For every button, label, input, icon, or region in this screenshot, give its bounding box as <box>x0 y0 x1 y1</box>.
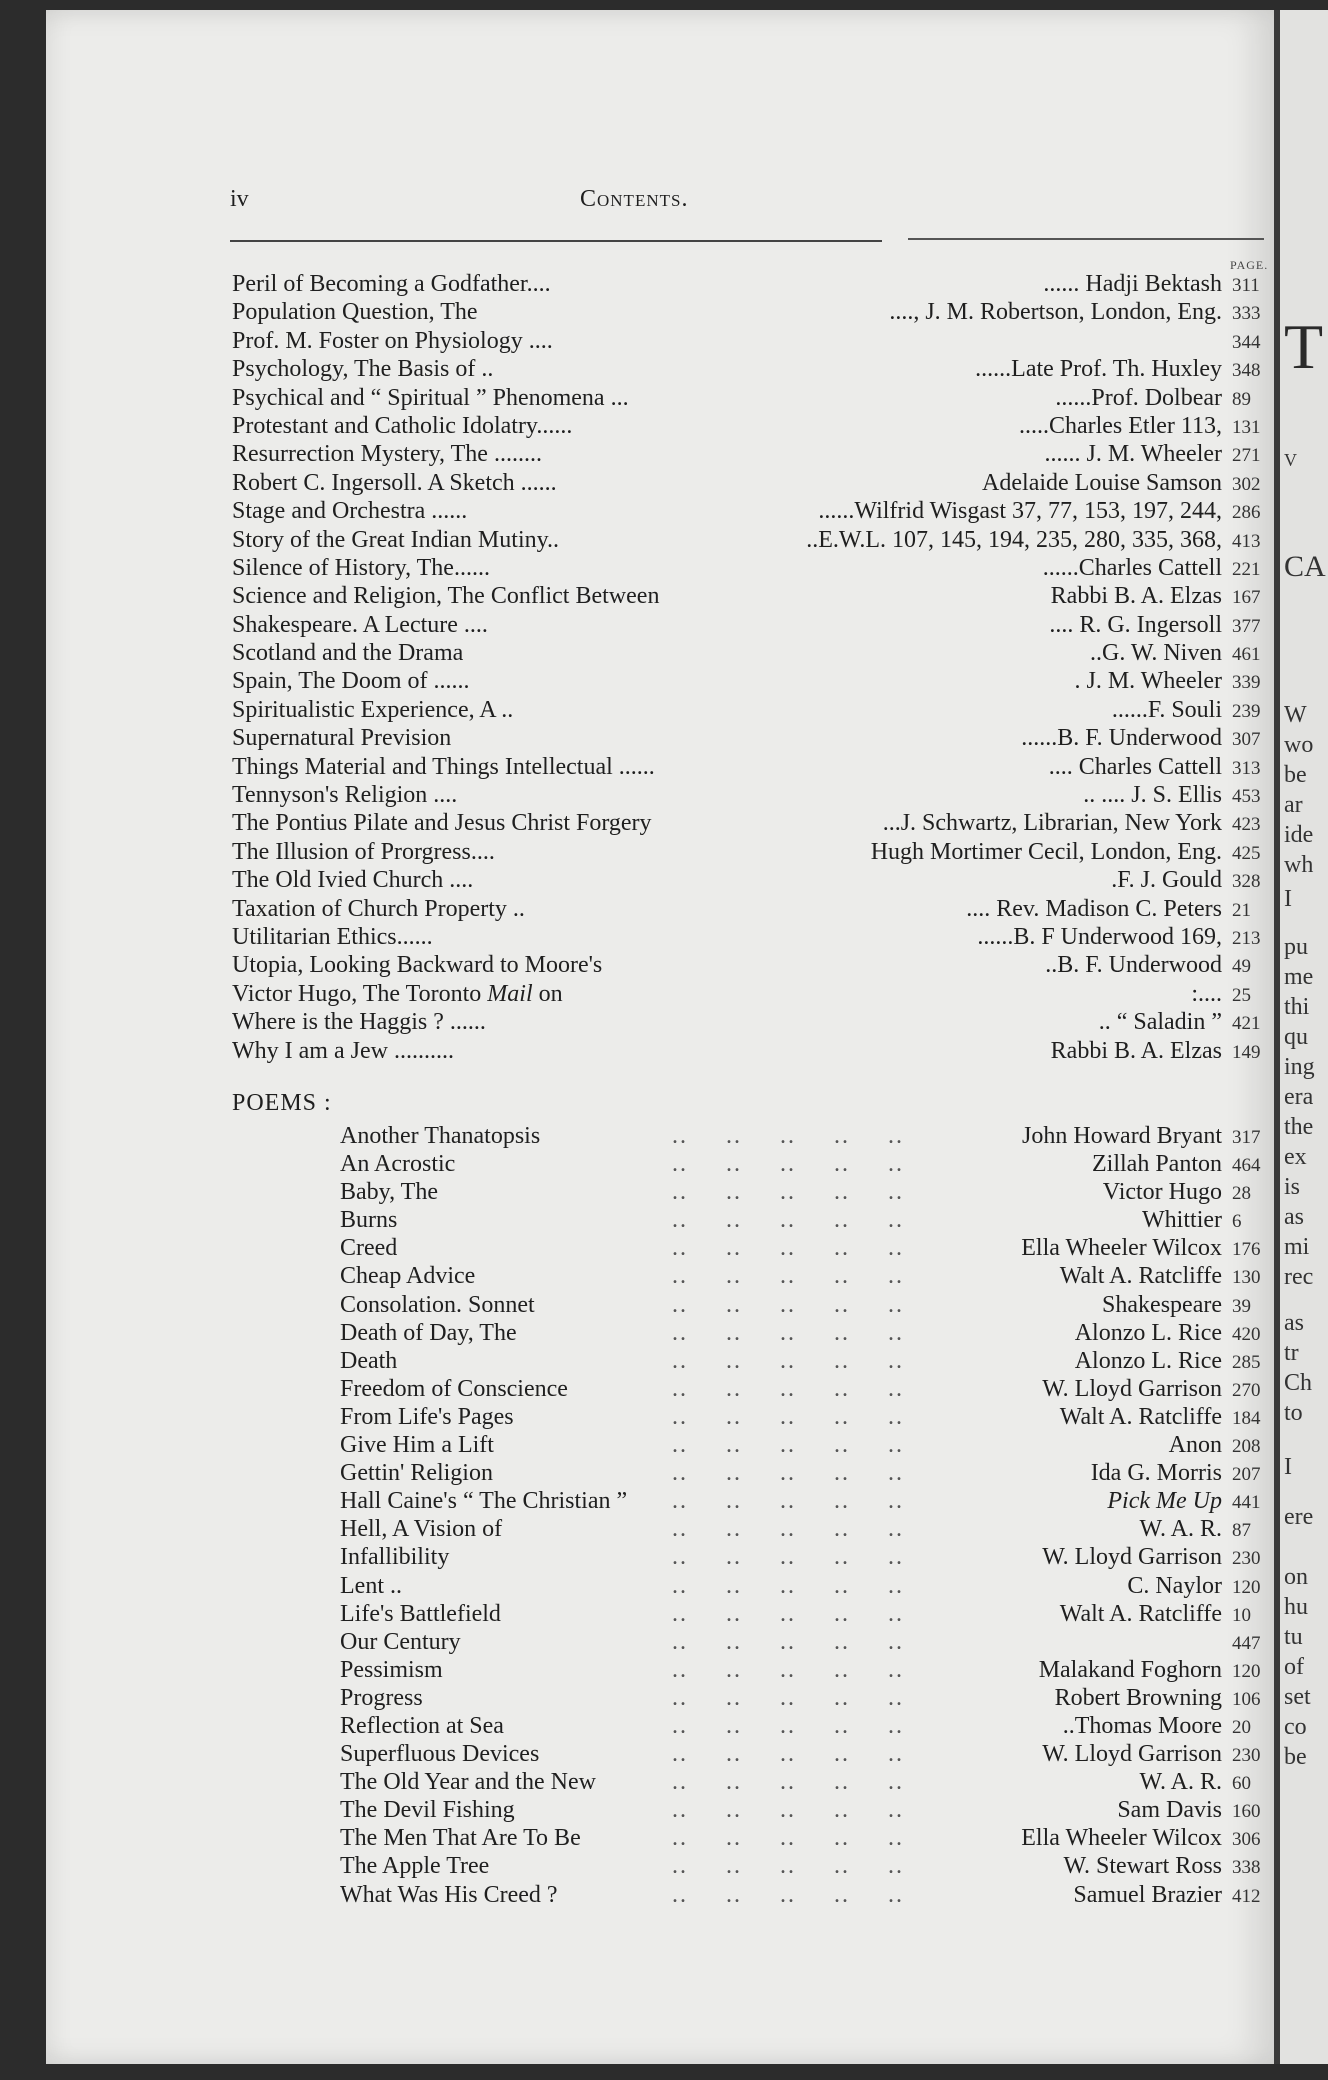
poem-title: The Old Year and the New <box>340 1769 596 1796</box>
poem-page-number: 28 <box>1232 1183 1251 1205</box>
contents-entry <box>232 781 1274 809</box>
entry-author: ..E.W.L. 107, 145, 194, 235, 280, 335, 368, <box>806 526 1222 553</box>
facing-page-text-fragment: I <box>1284 1454 1292 1480</box>
entry-page-number: 413 <box>1232 530 1261 552</box>
poem-page-number: 230 <box>1232 1745 1261 1767</box>
entry-page-number: 286 <box>1232 502 1261 524</box>
poem-page-number: 20 <box>1232 1716 1251 1738</box>
facing-page-text-fragment: Ch <box>1284 1370 1313 1396</box>
leader-dots: .. .. .. .. .. <box>672 1319 904 1346</box>
contents-entry <box>232 611 1274 639</box>
entry-page-number: 348 <box>1232 360 1261 382</box>
entry-page-number: 221 <box>1232 558 1261 580</box>
leader-dots: .. .. .. .. .. <box>672 1235 904 1262</box>
facing-page-text-fragment: wo <box>1284 732 1314 758</box>
facing-page-text-fragment: me <box>1284 964 1314 990</box>
leader-dots: .. .. .. .. .. <box>672 1741 904 1768</box>
facing-page-text-fragment: ar <box>1284 792 1303 818</box>
poem-title: Life's Battlefield <box>340 1600 501 1627</box>
contents-entry <box>232 667 1274 695</box>
poem-author: W. Lloyd Garrison <box>1042 1544 1222 1571</box>
contents-entry <box>232 639 1274 667</box>
poem-title: Burns <box>340 1207 398 1234</box>
poem-title: Hall Caine's “ The Christian ” <box>340 1488 628 1515</box>
entry-author: ......Wilfrid Wisgast 37, 77, 153, 197, 244, <box>818 498 1222 525</box>
contents-entry <box>232 1037 1274 1065</box>
contents-entry <box>232 866 1274 894</box>
contents-entry <box>232 497 1274 525</box>
facing-page-text-fragment: ex <box>1284 1144 1307 1170</box>
contents-entry <box>232 582 1274 610</box>
entry-author: . J. M. Wheeler <box>1074 668 1222 695</box>
entry-title: Utopia, Looking Backward to Moore's <box>232 952 603 979</box>
leader-dots: .. .. .. .. .. <box>672 1712 904 1739</box>
poem-entry <box>232 1487 1274 1515</box>
poem-author: Alonzo L. Rice <box>1074 1347 1222 1374</box>
facing-page-text-fragment: be <box>1284 1744 1307 1770</box>
entry-page-number: 461 <box>1232 644 1261 666</box>
poem-entry <box>232 1178 1274 1206</box>
facing-page-text-fragment: set <box>1284 1684 1311 1710</box>
poem-entry <box>232 1206 1274 1234</box>
entry-author: Rabbi B. A. Elzas <box>1050 1037 1222 1064</box>
contents-entry <box>232 327 1274 355</box>
poem-page-number: 412 <box>1232 1885 1261 1907</box>
entry-author: ......Late Prof. Th. Huxley <box>975 356 1222 383</box>
poem-entry <box>232 1543 1274 1571</box>
poem-entry <box>232 1122 1274 1150</box>
poem-page-number: 87 <box>1232 1520 1251 1542</box>
facing-page-text-fragment: ing <box>1284 1054 1315 1080</box>
poem-entry <box>232 1712 1274 1740</box>
poem-title: Superfluous Devices <box>340 1741 540 1768</box>
entry-author: ...... J. M. Wheeler <box>1044 441 1222 468</box>
facing-page-text-fragment: to <box>1284 1400 1303 1426</box>
poem-author: ..Thomas Moore <box>1062 1712 1222 1739</box>
poem-page-number: 317 <box>1232 1127 1261 1148</box>
entry-title: The Old Ivied Church .... <box>232 867 474 894</box>
entry-title: Why I am a Jew .......... <box>232 1037 454 1064</box>
poem-entry <box>232 1600 1274 1628</box>
poem-author: W. Stewart Ross <box>1063 1853 1222 1880</box>
poem-title: Gettin' Religion <box>340 1460 493 1487</box>
contents-entry <box>232 951 1274 979</box>
poem-title: Creed <box>340 1235 398 1262</box>
entry-page-number: 89 <box>1232 388 1251 410</box>
contents-entry <box>232 355 1274 383</box>
leader-dots: .. .. .. .. .. <box>672 1797 904 1824</box>
entry-author: ......B. F Underwood 169, <box>977 923 1222 950</box>
poem-author: C. Naylor <box>1127 1572 1222 1599</box>
page-number: iv <box>230 186 249 212</box>
poem-author: Shakespeare <box>1102 1291 1222 1318</box>
poem-page-number: 184 <box>1232 1407 1261 1429</box>
poem-entry <box>232 1852 1274 1880</box>
entry-title: Spain, The Doom of ...... <box>232 668 470 695</box>
poem-title: Freedom of Conscience <box>340 1375 568 1402</box>
poem-page-number: 6 <box>1232 1211 1242 1233</box>
facing-page-text-fragment: on <box>1284 1564 1308 1590</box>
poem-entry <box>232 1150 1274 1178</box>
poem-page-number: 120 <box>1232 1660 1261 1682</box>
entry-title: Peril of Becoming a Godfather.... <box>232 271 551 297</box>
facing-page-text-fragment: mi <box>1284 1234 1310 1260</box>
entry-author: ..B. F. Underwood <box>1045 952 1222 979</box>
poem-title: From Life's Pages <box>340 1403 514 1430</box>
leader-dots: .. .. .. .. .. <box>672 1600 904 1627</box>
leader-dots: .. .. .. .. .. <box>672 1628 904 1655</box>
contents-entry <box>232 1008 1274 1036</box>
entry-page-number: 423 <box>1232 814 1261 836</box>
facing-page-text-fragment: T <box>1284 311 1324 382</box>
entry-title: Supernatural Prevision <box>232 725 452 752</box>
contents-entry <box>232 980 1274 1008</box>
poem-author: Samuel Brazier <box>1073 1881 1222 1908</box>
poem-page-number: 208 <box>1232 1436 1261 1458</box>
poem-page-number: 441 <box>1232 1492 1261 1514</box>
poem-author: Victor Hugo <box>1102 1179 1222 1206</box>
poem-title: Consolation. Sonnet <box>340 1291 535 1318</box>
contents-entry <box>232 526 1274 554</box>
poem-author: Robert Browning <box>1054 1684 1222 1711</box>
poem-page-number: 207 <box>1232 1464 1261 1486</box>
entry-author: ...., J. M. Robertson, London, Eng. <box>889 299 1222 326</box>
poem-page-number: 10 <box>1232 1604 1251 1626</box>
poem-author: W. Lloyd Garrison <box>1042 1741 1222 1768</box>
leader-dots: .. .. .. .. .. <box>672 1263 904 1290</box>
facing-page-text-fragment: thi <box>1284 994 1310 1020</box>
entry-page-number: 302 <box>1232 473 1261 495</box>
poem-title: The Men That Are To Be <box>340 1825 581 1852</box>
entry-title: Where is the Haggis ? ...... <box>232 1009 486 1036</box>
poem-entry <box>232 1740 1274 1768</box>
entry-author: .. “ Saladin ” <box>1098 1009 1222 1036</box>
poem-page-number: 60 <box>1232 1773 1251 1795</box>
poem-page-number: 120 <box>1232 1576 1261 1598</box>
contents-entry <box>232 809 1274 837</box>
poem-entry <box>232 1459 1274 1487</box>
entry-title: Stage and Orchestra ...... <box>232 498 468 525</box>
contents-entry <box>232 384 1274 412</box>
poem-author: W. A. R. <box>1139 1769 1222 1796</box>
entry-author: .....Charles Etler 113, <box>1018 412 1222 439</box>
facing-page-text-fragment: co <box>1284 1714 1307 1740</box>
contents-entry <box>232 753 1274 781</box>
poem-entry <box>232 1628 1274 1656</box>
poem-title: Pessimism <box>340 1656 443 1683</box>
poem-entry <box>232 1234 1274 1262</box>
entry-page-number: 239 <box>1232 700 1261 722</box>
facing-page-text-fragment: ere <box>1284 1504 1314 1530</box>
poem-title: Give Him a Lift <box>340 1432 494 1459</box>
entry-page-number: 307 <box>1232 729 1261 751</box>
entry-author: Rabbi B. A. Elzas <box>1050 583 1222 610</box>
entry-author: .... Charles Cattell <box>1048 753 1222 780</box>
poem-title: Death <box>340 1347 398 1374</box>
poem-entry <box>232 1572 1274 1600</box>
leader-dots: .. .. .. .. .. <box>672 1825 904 1852</box>
facing-page-text-fragment: is <box>1284 1174 1301 1200</box>
contents-entry <box>232 412 1274 440</box>
entry-title: Prof. M. Foster on Physiology .... <box>232 327 553 354</box>
leader-dots: .. .. .. .. .. <box>672 1347 904 1374</box>
entry-page-number: 421 <box>1232 1013 1261 1035</box>
entry-page-number: 453 <box>1232 786 1261 808</box>
entry-author: ......Charles Cattell <box>1042 554 1222 581</box>
facing-page-text-fragment: be <box>1284 762 1307 788</box>
poem-title: Death of Day, The <box>340 1319 517 1346</box>
entry-title: Victor Hugo, The Toronto Mail on <box>232 980 563 1007</box>
poem-page-number: 270 <box>1232 1379 1261 1401</box>
leader-dots: .. .. .. .. .. <box>672 1432 904 1459</box>
facing-page-text-fragment: the <box>1284 1114 1314 1140</box>
entry-page-number: 313 <box>1232 757 1261 779</box>
header-rule <box>230 240 882 242</box>
contents-entry <box>232 838 1274 866</box>
running-title: Contents. <box>580 186 689 212</box>
poem-entry <box>232 1796 1274 1824</box>
contents-entry <box>232 696 1274 724</box>
facing-page-text-fragment: of <box>1284 1654 1304 1680</box>
entry-title: Taxation of Church Property .. <box>232 895 525 922</box>
entry-page-number: 213 <box>1232 927 1261 949</box>
entry-page-number: 131 <box>1232 416 1261 438</box>
poem-entry <box>232 1291 1274 1319</box>
poem-page-number: 420 <box>1232 1323 1261 1345</box>
poem-page-number: 230 <box>1232 1548 1261 1570</box>
poem-author: Ella Wheeler Wilcox <box>1021 1825 1222 1852</box>
poem-title: What Was His Creed ? <box>340 1881 558 1908</box>
leader-dots: .. .. .. .. .. <box>672 1769 904 1796</box>
poem-entry <box>232 1515 1274 1543</box>
facing-page-text-fragment: era <box>1284 1084 1314 1110</box>
entry-title: Psychical and “ Spiritual ” Phenomena ... <box>232 384 629 411</box>
entry-author: ......Prof. Dolbear <box>1055 384 1222 411</box>
poem-author: Whittier <box>1142 1207 1222 1234</box>
entry-title: Protestant and Catholic Idolatry...... <box>232 412 573 439</box>
leader-dots: .. .. .. .. .. <box>672 1291 904 1318</box>
poem-author: Ida G. Morris <box>1090 1460 1222 1487</box>
poem-author: W. A. R. <box>1139 1516 1222 1543</box>
leader-dots: .. .. .. .. .. <box>672 1375 904 1402</box>
poem-entry <box>232 1347 1274 1375</box>
entry-author: .... R. G. Ingersoll <box>1049 611 1222 638</box>
entry-title: Tennyson's Religion .... <box>232 782 458 809</box>
entry-page-number: 425 <box>1232 842 1261 864</box>
poem-page-number: 176 <box>1232 1239 1261 1261</box>
leader-dots: .. .. .. .. .. <box>672 1544 904 1571</box>
poem-author: Alonzo L. Rice <box>1074 1319 1222 1346</box>
poem-title: Another Thanatopsis <box>340 1123 541 1149</box>
poem-page-number: 106 <box>1232 1688 1261 1710</box>
poem-entry <box>232 1403 1274 1431</box>
poem-entry <box>232 1768 1274 1796</box>
entry-title: Resurrection Mystery, The ........ <box>232 441 542 468</box>
entry-page-number: 328 <box>1232 871 1261 893</box>
leader-dots: .. .. .. .. .. <box>672 1656 904 1683</box>
poem-entry <box>232 1824 1274 1852</box>
entry-author: Adelaide Louise Samson <box>982 469 1222 496</box>
poem-title: An Acrostic <box>340 1151 456 1178</box>
poem-entry <box>232 1375 1274 1403</box>
entry-title: Story of the Great Indian Mutiny.. <box>232 526 560 553</box>
entry-author: .. .... J. S. Ellis <box>1083 782 1222 809</box>
poem-entry <box>232 1262 1274 1290</box>
entry-author: .F. J. Gould <box>1111 867 1222 894</box>
entry-page-number: 344 <box>1232 331 1261 353</box>
leader-dots: .. .. .. .. .. <box>672 1460 904 1487</box>
entry-author: :.... <box>1191 980 1222 1007</box>
contents-entry <box>232 469 1274 497</box>
contents-entry <box>232 895 1274 923</box>
entry-title: Spiritualistic Experience, A .. <box>232 696 514 723</box>
entry-title: Things Material and Things Intellectual ...... <box>232 753 655 780</box>
leader-dots: .. .. .. .. .. <box>672 1516 904 1543</box>
entry-author: ...J. Schwartz, Librarian, New York <box>882 810 1222 837</box>
leader-dots: .. .. .. .. .. <box>672 1684 904 1711</box>
facing-page-text-fragment: rec <box>1284 1264 1314 1290</box>
entry-title: Shakespeare. A Lecture .... <box>232 611 488 638</box>
poem-page-number: 39 <box>1232 1295 1251 1317</box>
poems-heading: POEMS : <box>232 1090 332 1116</box>
entry-page-number: 49 <box>1232 956 1251 978</box>
poem-author: Walt A. Ratcliffe <box>1059 1600 1222 1627</box>
poem-author: Ella Wheeler Wilcox <box>1021 1235 1222 1262</box>
poem-title: The Apple Tree <box>340 1853 490 1880</box>
contents-entry <box>232 270 1274 298</box>
entry-title: The Pontius Pilate and Jesus Christ Forgery <box>232 810 652 837</box>
facing-page-text-fragment: I <box>1284 886 1292 912</box>
poem-author: Sam Davis <box>1117 1797 1222 1824</box>
facing-page-text-fragment: qu <box>1284 1024 1308 1050</box>
entry-title: Utilitarian Ethics...... <box>232 923 433 950</box>
leader-dots: .. .. .. .. .. <box>672 1123 904 1149</box>
poem-entry <box>232 1881 1274 1909</box>
entry-page-number: 311 <box>1232 275 1260 296</box>
poem-author: Pick Me Up <box>1107 1488 1222 1515</box>
poem-page-number: 447 <box>1232 1632 1261 1654</box>
contents-list <box>232 270 1274 1065</box>
contents-entry <box>232 298 1274 326</box>
entry-author: Hugh Mortimer Cecil, London, Eng. <box>870 838 1222 865</box>
facing-page-text-fragment: W <box>1284 702 1307 728</box>
entry-page-number: 167 <box>1232 587 1261 609</box>
contents-entry <box>232 440 1274 468</box>
entry-author: ..G. W. Niven <box>1090 640 1222 667</box>
entry-title: Scotland and the Drama <box>232 640 464 667</box>
facing-page-text-fragment: wh <box>1284 852 1314 878</box>
entry-author: ......F. Souli <box>1111 696 1222 723</box>
entry-title: Robert C. Ingersoll. A Sketch ...... <box>232 469 557 496</box>
poem-author: Malakand Foghorn <box>1038 1656 1222 1683</box>
entry-title: Science and Religion, The Conflict Between <box>232 583 660 610</box>
leader-dots: .. .. .. .. .. <box>672 1403 904 1430</box>
poem-author: Anon <box>1168 1432 1222 1459</box>
leader-dots: .. .. .. .. .. <box>672 1207 904 1234</box>
facing-page-text-fragment: V <box>1284 450 1299 470</box>
leader-dots: .. .. .. .. .. <box>672 1488 904 1515</box>
poem-page-number: 464 <box>1232 1155 1261 1177</box>
poem-entry <box>232 1684 1274 1712</box>
entry-author: .... Rev. Madison C. Peters <box>966 895 1222 922</box>
facing-page-text-fragment: pu <box>1284 934 1308 960</box>
leader-dots: .. .. .. .. .. <box>672 1572 904 1599</box>
entry-title: Psychology, The Basis of .. <box>232 356 494 383</box>
poem-page-number: 130 <box>1232 1267 1261 1289</box>
poem-title: Lent .. <box>340 1572 402 1599</box>
poem-author: Walt A. Ratcliffe <box>1059 1403 1222 1430</box>
poem-author: Zillah Panton <box>1092 1151 1222 1178</box>
header-rule-right <box>908 238 1264 240</box>
entry-page-number: 21 <box>1232 899 1251 921</box>
poem-title: The Devil Fishing <box>340 1797 515 1824</box>
poem-title: Infallibility <box>340 1544 450 1571</box>
poem-author: W. Lloyd Garrison <box>1042 1375 1222 1402</box>
entry-title: Silence of History, The...... <box>232 554 490 581</box>
entry-page-number: 271 <box>1232 445 1261 467</box>
entry-page-number: 377 <box>1232 615 1261 637</box>
poem-entry <box>232 1656 1274 1684</box>
entry-page-number: 149 <box>1232 1041 1261 1063</box>
poem-page-number: 306 <box>1232 1829 1261 1851</box>
entry-page-number: 339 <box>1232 672 1261 694</box>
leader-dots: .. .. .. .. .. <box>672 1881 904 1908</box>
facing-page-text-fragment: tr <box>1284 1340 1299 1366</box>
leader-dots: .. .. .. .. .. <box>672 1853 904 1880</box>
poem-entry <box>232 1431 1274 1459</box>
contents-entry <box>232 923 1274 951</box>
poem-page-number: 338 <box>1232 1857 1261 1879</box>
poem-entry <box>232 1319 1274 1347</box>
leader-dots: .. .. .. .. .. <box>672 1179 904 1206</box>
entry-author: ...... Hadji Bektash <box>1043 271 1222 297</box>
poem-page-number: 285 <box>1232 1351 1261 1373</box>
poem-title: Hell, A Vision of <box>340 1516 503 1543</box>
poem-title: Our Century <box>340 1628 461 1655</box>
facing-page-text-fragment: ide <box>1284 822 1314 848</box>
leader-dots: .. .. .. .. .. <box>672 1151 904 1178</box>
poem-page-number: 160 <box>1232 1801 1261 1823</box>
entry-title: The Illusion of Prorgress.... <box>232 838 495 865</box>
poem-title: Cheap Advice <box>340 1263 476 1290</box>
poem-title: Reflection at Sea <box>340 1712 504 1739</box>
poems-list <box>232 1122 1274 1909</box>
contents-entry <box>232 554 1274 582</box>
contents-entry <box>232 724 1274 752</box>
poem-title: Progress <box>340 1684 423 1711</box>
facing-page-text-fragment: tu <box>1284 1624 1303 1650</box>
entry-page-number: 25 <box>1232 984 1251 1006</box>
entry-title: Population Question, The <box>232 299 478 326</box>
facing-page-edge <box>1274 10 1328 2064</box>
entry-author: ......B. F. Underwood <box>1021 725 1222 752</box>
page-column-label: PAGE. <box>1230 258 1269 272</box>
facing-page-text-fragment: as <box>1284 1204 1304 1230</box>
page-header <box>230 186 1274 220</box>
facing-page-text-fragment: CA <box>1284 550 1326 583</box>
facing-page-text-fragment: as <box>1284 1310 1304 1336</box>
entry-page-number: 333 <box>1232 303 1261 325</box>
poem-author: Walt A. Ratcliffe <box>1059 1263 1222 1290</box>
poem-author: John Howard Bryant <box>1022 1123 1222 1149</box>
facing-page-text-fragment: hu <box>1284 1594 1308 1620</box>
poem-title: Baby, The <box>340 1179 438 1206</box>
